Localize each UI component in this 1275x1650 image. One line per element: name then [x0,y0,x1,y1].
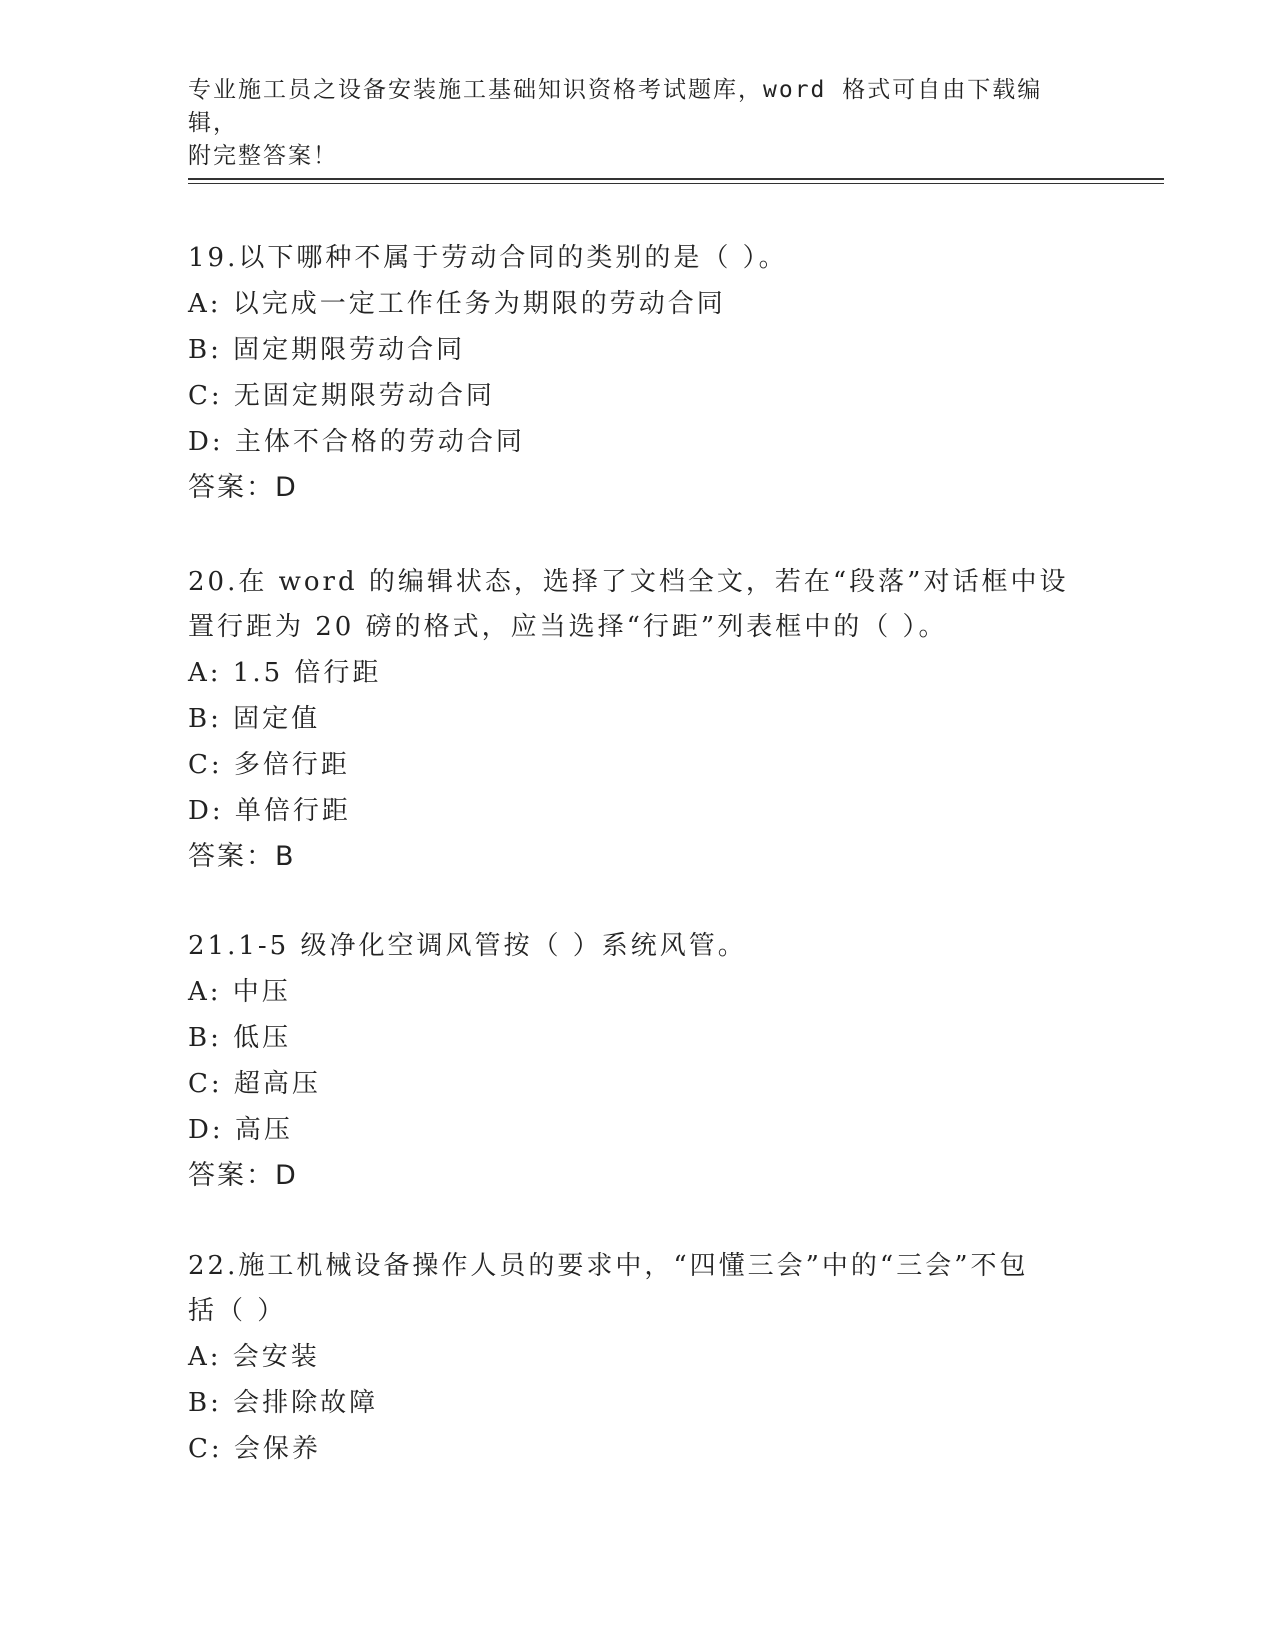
option-c: C: 超高压 [188,1069,321,1099]
option-a: A: 以完成一定工作任务为期限的劳动合同 [188,289,726,319]
option-c: C: 会保养 [188,1434,321,1464]
question-22 [188,1244,1108,1472]
question-21 [188,924,1108,1199]
question-text: 21.1-5 级净化空调风管按（ ）系统风管。 [188,931,747,961]
option-d: D: 主体不合格的劳动合同 [188,427,525,457]
option-c: C: 多倍行距 [188,750,350,780]
question-19 [188,236,1108,511]
answer: 答案：D [188,1160,298,1191]
header-rule-thick [188,178,1164,180]
option-c: C: 无固定期限劳动合同 [188,381,495,411]
document-header [188,74,1088,173]
question-20 [188,560,1108,880]
option-b: B: 低压 [188,1023,292,1053]
header-rule-thin [188,183,1164,184]
header-line-1: 专业施工员之设备安装施工基础知识资格考试题库，word 格式可自由下载编辑， [188,77,1043,136]
option-b: B: 会排除故障 [188,1388,379,1418]
answer: 答案：B [188,841,296,872]
question-text: 19.以下哪种不属于劳动合同的类别的是（ ）。 [188,243,788,273]
option-a: A: 会安装 [188,1342,320,1372]
option-b: B: 固定期限劳动合同 [188,335,466,365]
option-a: A: 中压 [188,977,291,1007]
header-line-2: 附完整答案！ [188,143,338,169]
option-b: B: 固定值 [188,704,321,734]
option-a: A: 1.5 倍行距 [188,658,382,688]
answer: 答案：D [188,472,298,503]
question-text-line-2: 括（ ） [188,1296,287,1326]
option-d: D: 高压 [188,1115,293,1145]
question-text-line-1: 22.施工机械设备操作人员的要求中，“四懂三会”中的“三会”不包 [188,1251,1029,1281]
question-text-line-2: 置行距为 20 磅的格式，应当选择“行距”列表框中的（ ）。 [188,612,948,642]
question-text-line-1: 20.在 word 的编辑状态，选择了文档全文，若在“段落”对话框中设 [188,567,1069,597]
option-d: D: 单倍行距 [188,796,351,826]
